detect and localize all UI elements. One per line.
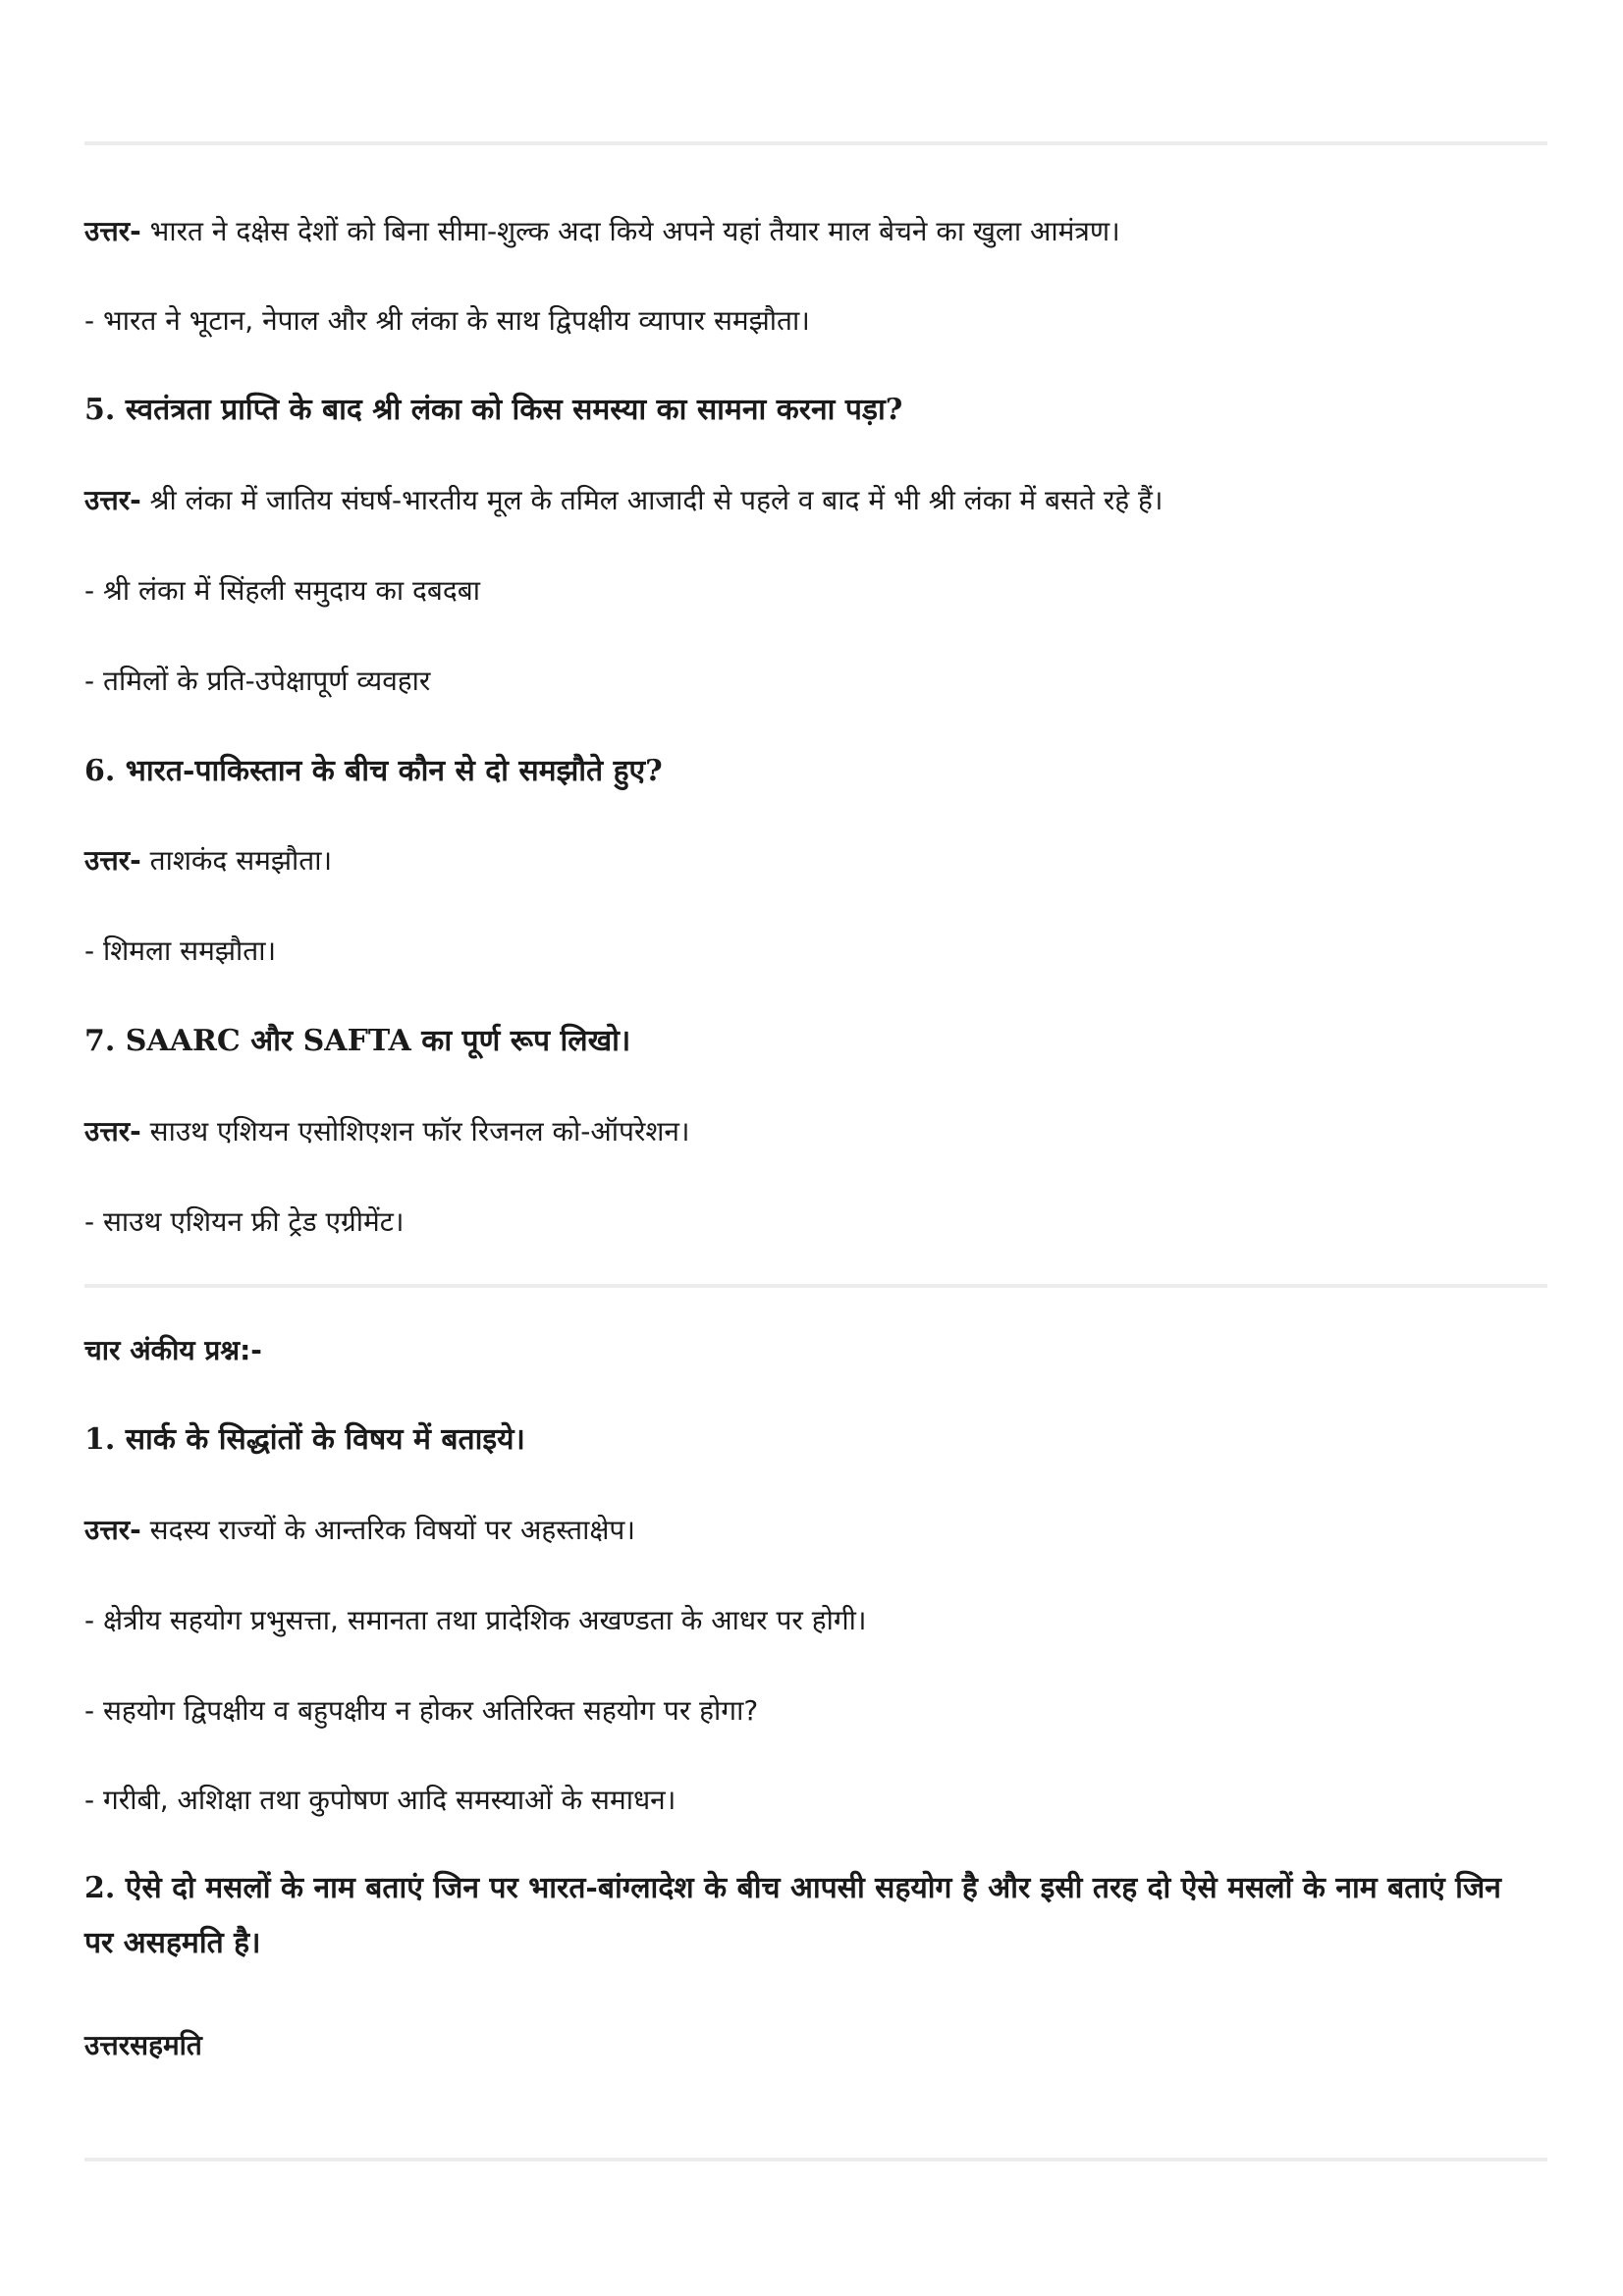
bullet-point: - क्षेत्रीय सहयोग प्रभुसत्ता, समानता तथा प्रादेशिक अखण्डता के आधर पर होगी। <box>84 1604 867 1636</box>
answer-line <box>84 212 1120 251</box>
answer-label: उत्तर- <box>84 1115 141 1148</box>
question-2: 2. ऐसे दो मसलों के नाम बताएं जिन पर भारत-बांग्लादेश के बीच आपसी सहयोग है और इसी तरह दो ऐसे मसलों के नाम बताएं जिन पर असहमति है। <box>84 1871 1501 1960</box>
question-1: 1. सार्क के सिद्धांतों के विषय में बताइये। <box>84 1422 525 1457</box>
bullet-point: - गरीबी, अशिक्षा तथा कुपोषण आदि समस्याओं के समाधन। <box>84 1784 676 1816</box>
top-divider <box>84 141 1547 145</box>
bullet-point: - साउथ एशियन फ्री ट्रेड एग्रीमेंट। <box>84 1205 405 1238</box>
bullet-point: - भारत ने भूटान, नेपाल और श्री लंका के साथ द्विपक्षीय व्यापार समझौता। <box>84 304 810 337</box>
section-heading: चार अंकीय प्रश्न:- <box>84 1334 262 1366</box>
answer-line <box>84 841 332 881</box>
question-7: 7. SAARC और SAFTA का पूर्ण रूप लिखो। <box>84 1024 631 1058</box>
answer-label: उत्तर- <box>84 484 141 516</box>
answer-text: सदस्य राज्यों के आन्तरिक विषयों पर अहस्ताक्षेप। <box>149 1514 635 1546</box>
answer-label: उत्तर- <box>84 215 141 247</box>
bullet-point: - शिमला समझौता। <box>84 934 277 967</box>
answer-heading: उत्तरसहमति <box>84 2029 202 2061</box>
question-6: 6. भारत-पाकिस्तान के बीच कौन से दो समझौते हुए? <box>84 754 663 788</box>
answer-line <box>84 1511 635 1550</box>
answer-label: उत्तर- <box>84 844 141 877</box>
answer-text: भारत ने दक्षेस देशों को बिना सीमा-शुल्क अदा किये अपने यहां तैयार माल बेचने का खुला आमंत्रण। <box>149 215 1120 247</box>
bullet-point: - सहयोग द्विपक्षीय व बहुपक्षीय न होकर अतिरिक्त सहयोग पर होगा? <box>84 1694 759 1727</box>
bottom-divider <box>84 2158 1547 2162</box>
answer-text: साउथ एशियन एसोशिएशन फॉर रिजनल को-ऑपरेशन। <box>149 1115 690 1148</box>
section-divider <box>84 1284 1547 1288</box>
question-5: 5. स्वतंत्रता प्राप्ति के बाद श्री लंका को किस समस्या का सामना करना पड़ा? <box>84 393 903 427</box>
answer-text: ताशकंद समझौता। <box>149 844 333 877</box>
answer-text: श्री लंका में जातिय संघर्ष-भारतीय मूल के तमिल आजादी से पहले व बाद में भी श्री लंका में बसते रहे हैं। <box>149 484 1163 516</box>
bullet-point: - श्री लंका में सिंहली समुदाय का दबदबा <box>84 574 481 607</box>
bullet-point: - तमिलों के प्रति-उपेक्षापूर्ण व्यवहार <box>84 665 431 697</box>
answer-line <box>84 481 1163 520</box>
answer-line <box>84 1112 690 1151</box>
answer-label: उत्तर- <box>84 1514 141 1546</box>
